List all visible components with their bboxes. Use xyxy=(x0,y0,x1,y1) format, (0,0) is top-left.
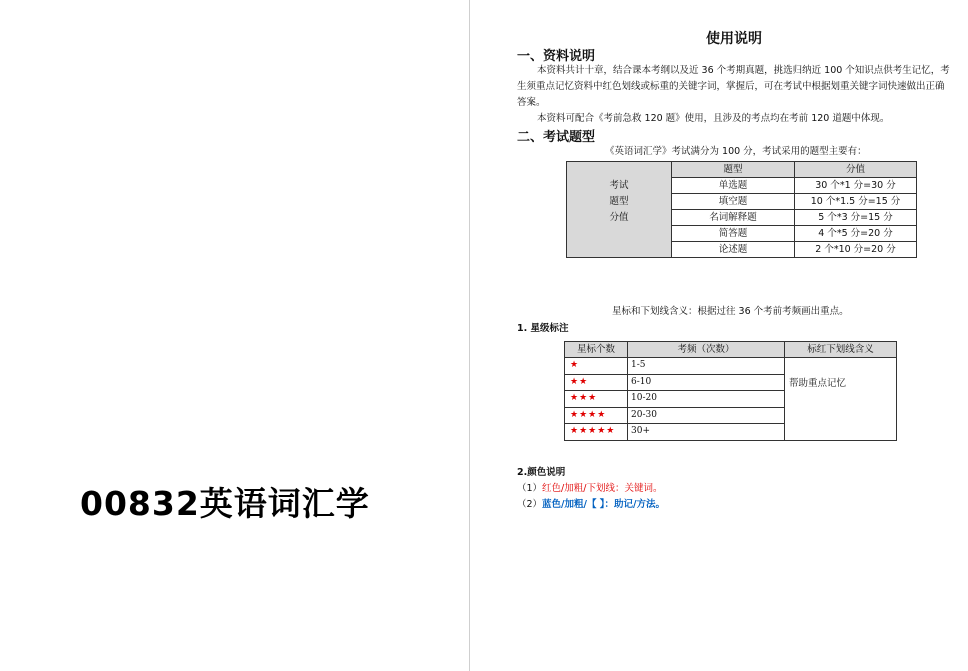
span-label-line: 考试 xyxy=(609,180,629,191)
score-cell: 30 个*1 分=30 分 xyxy=(795,178,917,194)
instructions-page xyxy=(470,0,968,671)
type-cell: 填空题 xyxy=(672,194,795,210)
doc-title: 使用说明 xyxy=(706,31,762,47)
freq-cell: 1-5 xyxy=(628,358,785,375)
item-prefix: （2） xyxy=(517,499,543,510)
star-rating: ★ xyxy=(565,358,628,375)
star-table xyxy=(564,341,897,441)
section1-para1: 本资料共计十章，结合课本考纲以及近 36 个考期真题，挑选归纳近 100 个知识点供考生记忆，考生须重点记忆资料中红色划线或标重的关键字词，掌握后，可在考试中根据划重关键字词快速做出正确答案。 xyxy=(517,65,950,108)
score-cell: 2 个*10 分=20 分 xyxy=(795,242,917,258)
section1-para2: 本资料可配合《考前急救 120 题》使用，且涉及的考点均在考前 120 道题中体现。 xyxy=(537,113,890,124)
score-cell: 10 个*1.5 分=15 分 xyxy=(795,194,917,210)
star-rating: ★★★★★ xyxy=(565,424,628,441)
star-rating: ★★★ xyxy=(565,391,628,408)
cover-title: 00832英语词汇学 xyxy=(80,484,370,523)
score-cell: 5 个*3 分=15 分 xyxy=(795,210,917,226)
star-section-heading: 1. 星级标注 xyxy=(517,323,569,334)
type-cell: 简答题 xyxy=(672,226,795,242)
meaning-cell: 帮助重点记忆 xyxy=(785,358,897,441)
freq-cell: 20-30 xyxy=(628,407,785,424)
star-rating: ★★ xyxy=(565,374,628,391)
table-header-row xyxy=(567,162,917,178)
type-cell: 名词解释题 xyxy=(672,210,795,226)
span-label-line: 题型 xyxy=(609,196,629,207)
red-keyword-note: 红色/加粗/下划线：关键词。 xyxy=(542,483,663,494)
span-label-line: 分值 xyxy=(609,212,629,223)
section1-heading: 一、资料说明 xyxy=(517,49,596,64)
star-note: 星标和下划线含义：根据过往 36 个考前考频画出重点。 xyxy=(612,306,849,317)
span-label-cell xyxy=(567,162,672,258)
col-header-freq: 考频（次数） xyxy=(628,342,785,358)
freq-cell: 6-10 xyxy=(628,374,785,391)
color-section-heading: 2.颜色说明 xyxy=(517,467,566,478)
blue-mnemonic-note: 蓝色/加粗/【 】：助记/方法。 xyxy=(542,499,666,510)
cover-page xyxy=(0,0,469,671)
table-row xyxy=(565,358,897,375)
section2-intro: 《英语词汇学》考试满分为 100 分，考试采用的题型主要有： xyxy=(605,146,867,157)
col-header-type: 题型 xyxy=(672,162,795,178)
color-item-blue xyxy=(517,496,665,510)
type-cell: 论述题 xyxy=(672,242,795,258)
freq-cell: 30+ xyxy=(628,424,785,441)
score-cell: 4 个*5 分=20 分 xyxy=(795,226,917,242)
section2-heading: 二、考试题型 xyxy=(517,130,596,145)
col-header-score: 分值 xyxy=(795,162,917,178)
color-item-red xyxy=(517,480,662,494)
table-header-row xyxy=(565,342,897,358)
freq-cell: 10-20 xyxy=(628,391,785,408)
type-cell: 单选题 xyxy=(672,178,795,194)
exam-types-table xyxy=(566,161,917,258)
col-header-stars: 星标个数 xyxy=(565,342,628,358)
item-prefix: （1） xyxy=(517,483,543,494)
star-rating: ★★★★ xyxy=(565,407,628,424)
col-header-meaning: 标红下划线含义 xyxy=(785,342,897,358)
